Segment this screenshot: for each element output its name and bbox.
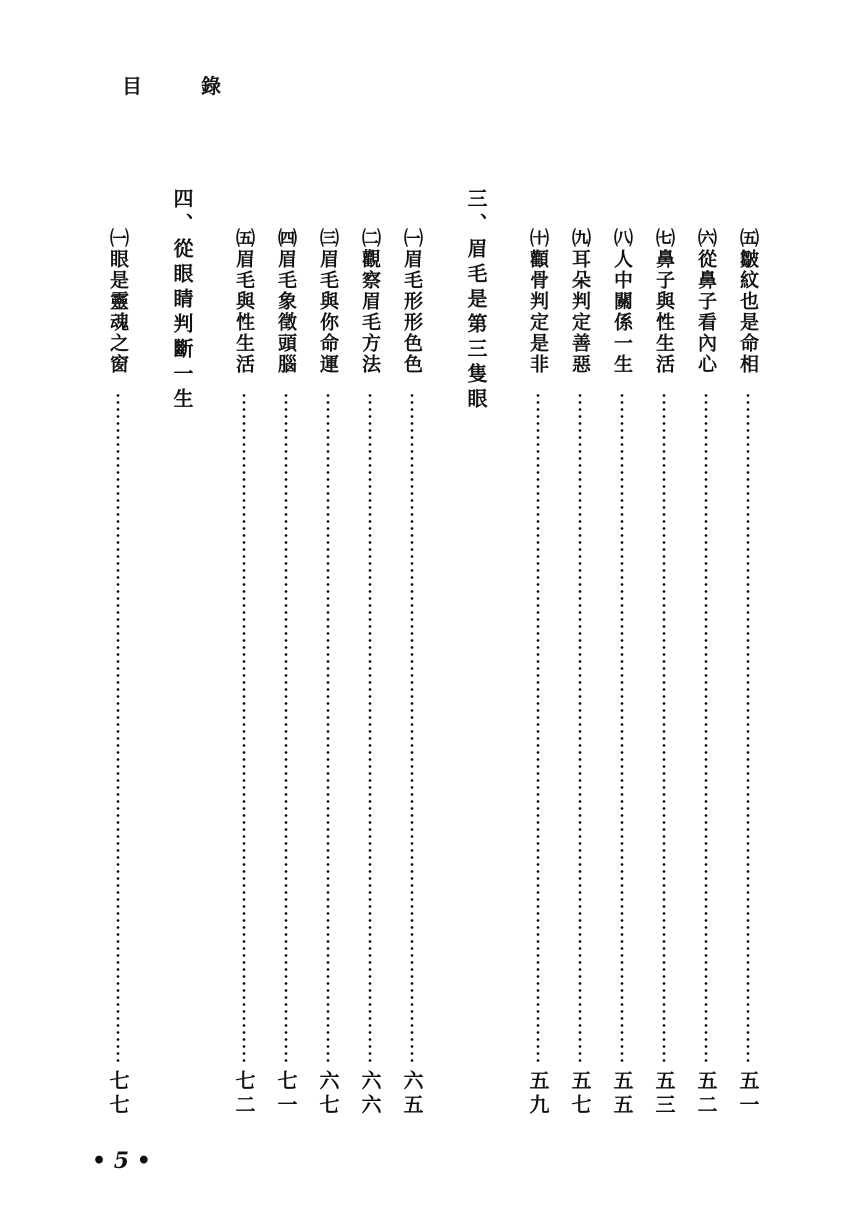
leader-dots <box>662 392 666 1066</box>
toc-entry-label: ㈡觀察眉毛方法 <box>359 228 381 375</box>
toc-entry-page: 五一 <box>736 1070 760 1118</box>
toc-entry-label: ㈤眉毛與性生活 <box>233 228 255 375</box>
toc-entry-page: 五二 <box>694 1070 718 1118</box>
toc-entry-page: 七一 <box>274 1070 298 1118</box>
toc-entry-nose-heart[interactable] <box>692 0 720 1216</box>
toc-entry-ears[interactable] <box>566 0 594 1216</box>
toc-section-label: 四、從眼睛判斷一生 <box>170 188 194 413</box>
toc-entry-label: ㈢眉毛與你命運 <box>317 228 339 375</box>
leader-dots <box>704 392 708 1066</box>
leader-dots <box>116 392 120 1066</box>
toc-entry-page: 五七 <box>568 1070 592 1118</box>
leader-dots <box>326 392 330 1066</box>
page-number: • 5 • <box>92 1148 151 1174</box>
toc-entry-page: 六六 <box>358 1070 382 1118</box>
toc-entry-nose-sex[interactable] <box>650 0 678 1216</box>
toc-entry-page: 六五 <box>400 1070 424 1118</box>
toc-entry-wrinkles[interactable] <box>734 0 762 1216</box>
leader-dots <box>620 392 624 1066</box>
toc-entry-label: ㈧人中關係一生 <box>611 228 633 375</box>
leader-dots <box>578 392 582 1066</box>
toc-entry-philtrum[interactable] <box>608 0 636 1216</box>
toc-entry-label: ㈨耳朵判定善惡 <box>569 228 591 375</box>
leader-dots <box>242 392 246 1066</box>
toc-entry-label: ㈩顴骨判定是非 <box>527 228 549 375</box>
toc-entry-page: 五九 <box>526 1070 550 1118</box>
leader-dots <box>368 392 372 1066</box>
toc-entry-eyebrow-sex[interactable] <box>230 0 258 1216</box>
toc-entry-label: ㈣眉毛象徵頭腦 <box>275 228 297 375</box>
leader-dots <box>536 392 540 1066</box>
toc-entry-page: 六七 <box>316 1070 340 1118</box>
toc-entry-eyebrow-brain[interactable] <box>272 0 300 1216</box>
toc-entry-label: ㈠眉毛形形色色 <box>401 228 423 375</box>
toc-section-eyes[interactable] <box>168 0 196 1216</box>
toc-entry-label: ㈠眼是靈魂之窗 <box>107 228 129 375</box>
leader-dots <box>284 392 288 1066</box>
toc-section-label: 三、眉毛是第三隻眼 <box>464 188 488 413</box>
leader-dots <box>410 392 414 1066</box>
toc-entry-label: ㈦鼻子與性生活 <box>653 228 675 375</box>
toc-entry-page: 七二 <box>232 1070 256 1118</box>
toc-entry-page: 七七 <box>106 1070 130 1118</box>
toc-entry-label: ㈤皺紋也是命相 <box>737 228 759 375</box>
page-title: 目 錄 <box>122 74 247 98</box>
toc-entry-eyebrow-shapes[interactable] <box>398 0 426 1216</box>
toc-entry-label: ㈥從鼻子看內心 <box>695 228 717 375</box>
toc-entry-page: 五五 <box>610 1070 634 1118</box>
toc-entry-eye-soul[interactable] <box>104 0 132 1216</box>
toc-entry-eyebrow-fate[interactable] <box>314 0 342 1216</box>
toc-entry-cheekbones[interactable] <box>524 0 552 1216</box>
toc-entry-page: 五三 <box>652 1070 676 1118</box>
leader-dots <box>746 392 750 1066</box>
toc-section-eyebrows[interactable] <box>462 0 490 1216</box>
toc-entry-eyebrow-method[interactable] <box>356 0 384 1216</box>
